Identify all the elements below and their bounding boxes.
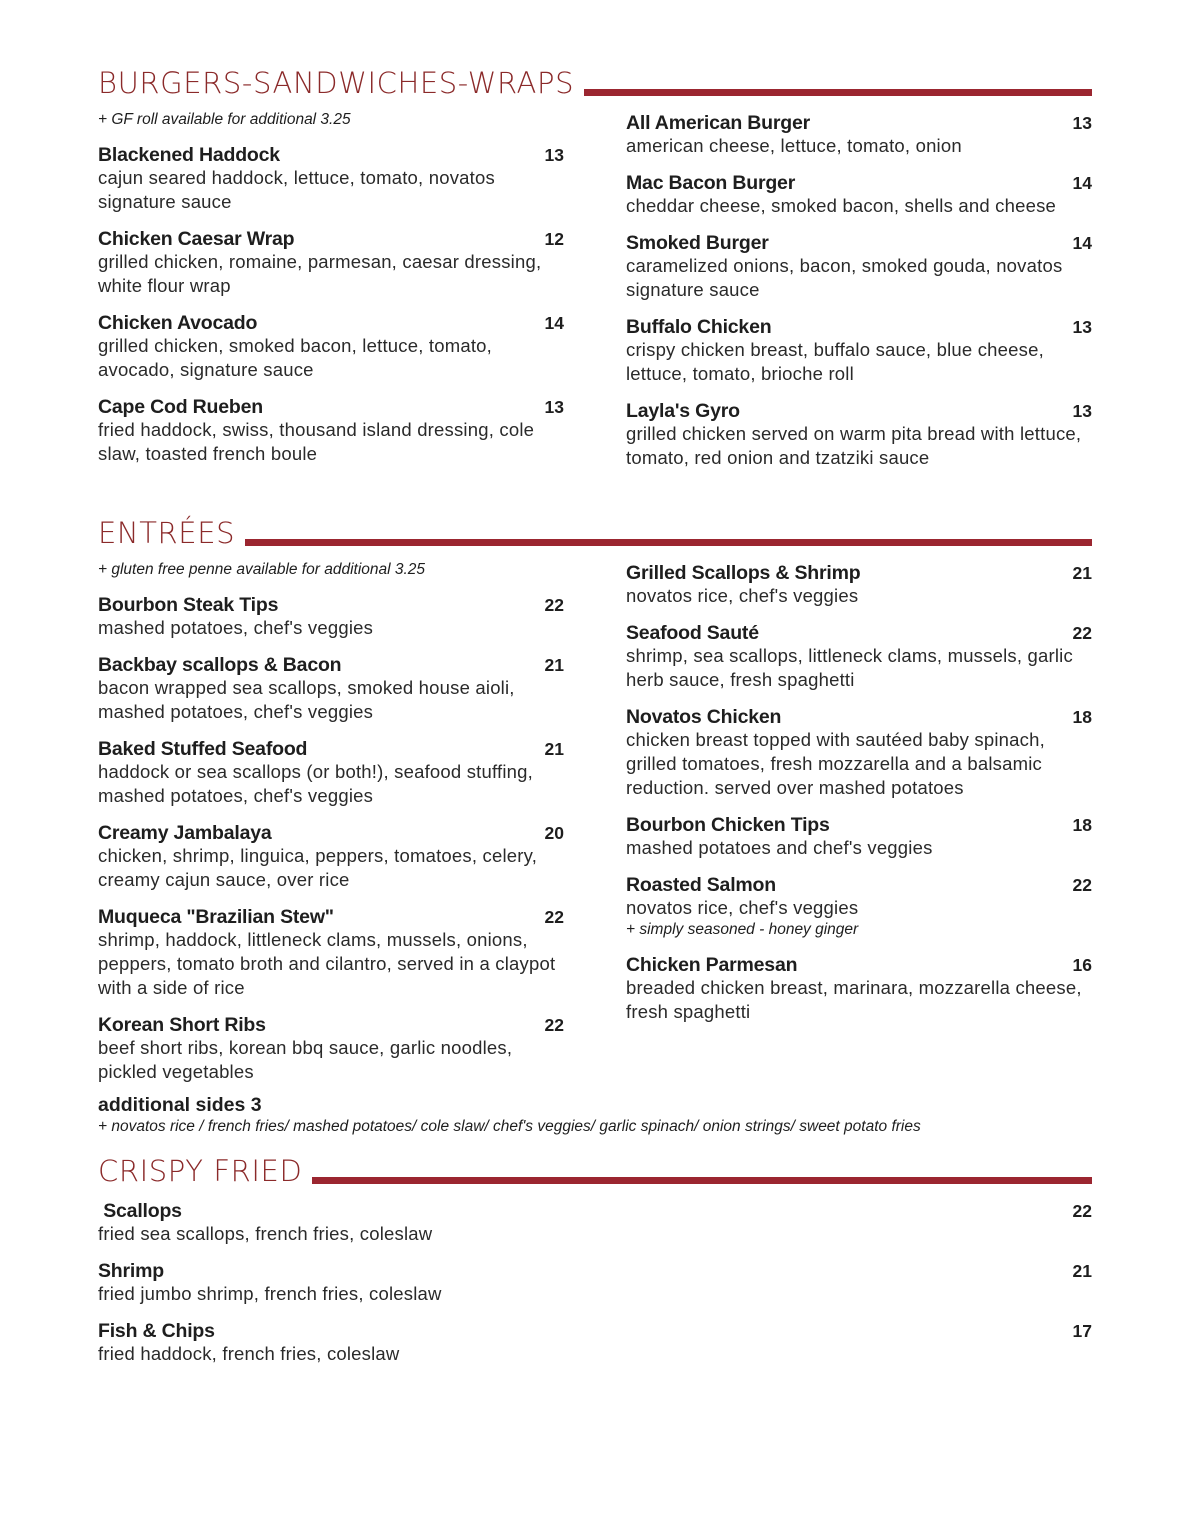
menu-item [98, 312, 564, 382]
menu-item-description: grilled chicken served on warm pita bread with lettuce, tomato, red onion and tzatziki sauce [626, 423, 1082, 468]
menu-item-description: shrimp, haddock, littleneck clams, mussels, onions, peppers, tomato broth and cilantro, served in a claypot with a side of rice [98, 929, 556, 998]
menu-item [98, 1200, 1092, 1246]
entrees-left-column [98, 560, 564, 1084]
section-title: BURGERS-SANDWICHES-WRAPS [98, 66, 575, 100]
menu-item-price: 21 [544, 655, 564, 675]
menu-item [626, 112, 1092, 158]
menu-item [626, 622, 1092, 692]
menu-item-name: Chicken Parmesan [626, 954, 798, 976]
menu-item [98, 822, 564, 892]
section-note: + gluten free penne available for additional 3.25 [98, 561, 426, 578]
menu-item-description: fried haddock, french fries, coleslaw [98, 1343, 400, 1364]
menu-item-name: Buffalo Chicken [626, 316, 772, 338]
menu-item [98, 906, 564, 1000]
menu-item-price: 22 [544, 595, 564, 615]
menu-item-name: Scallops [98, 1200, 182, 1222]
menu-item-description: novatos rice, chef's veggies [626, 585, 859, 606]
menu-item-header [98, 822, 564, 844]
menu-item-description: mashed potatoes, chef's veggies [98, 617, 374, 638]
menu-item-description: caramelized onions, bacon, smoked gouda, novatos signature sauce [626, 255, 1063, 300]
menu-item-name: Cape Cod Rueben [98, 396, 263, 418]
menu-item-name: Chicken Avocado [98, 312, 258, 334]
menu-item-name: All American Burger [626, 112, 811, 134]
menu-item-name: Fish & Chips [98, 1320, 215, 1342]
menu-item-header [626, 814, 1092, 836]
menu-item-name: Bourbon Chicken Tips [626, 814, 830, 836]
menu-item-price: 18 [1072, 707, 1092, 727]
section-title: CRISPY FRIED [98, 1154, 303, 1188]
menu-item-header [98, 654, 564, 676]
menu-item-description: shrimp, sea scallops, littleneck clams, mussels, garlic herb sauce, fresh spaghetti [626, 645, 1073, 690]
menu-item-price: 18 [1072, 815, 1092, 835]
menu-item-description: cajun seared haddock, lettuce, tomato, novatos signature sauce [98, 167, 495, 212]
menu-item-header [626, 622, 1092, 644]
menu-item-price: 22 [1072, 1201, 1092, 1221]
menu-item [626, 316, 1092, 386]
menu-item [98, 228, 564, 298]
menu-item-price: 13 [1072, 401, 1092, 421]
menu-item-description: american cheese, lettuce, tomato, onion [626, 135, 962, 156]
section-rule [245, 539, 1092, 546]
burgers-right-column [626, 112, 1092, 470]
menu-item-price: 12 [544, 229, 564, 249]
menu-item-price: 21 [1072, 563, 1092, 583]
menu-item-header [98, 1200, 1092, 1222]
menu-item-header [98, 1014, 564, 1036]
section-title: ENTRÉES [98, 516, 236, 550]
section-burgers [98, 60, 1092, 100]
menu-item-description: fried haddock, swiss, thousand island dressing, cole slaw, toasted french boule [98, 419, 535, 464]
menu-item-price: 21 [1072, 1261, 1092, 1281]
menu-item-header [626, 172, 1092, 194]
menu-item [98, 1260, 1092, 1306]
menu-item-description: mashed potatoes and chef's veggies [626, 837, 933, 858]
menu-item-header [98, 228, 564, 250]
menu-item-name: Blackened Haddock [98, 144, 280, 166]
menu-item [98, 1014, 564, 1084]
menu-item [98, 654, 564, 724]
menu-item-description: novatos rice, chef's veggies [626, 897, 859, 918]
menu-item-price: 20 [544, 823, 564, 843]
menu-item-header [98, 594, 564, 616]
menu-item-price: 13 [544, 145, 564, 165]
menu-item-description: chicken breast topped with sautéed baby spinach, grilled tomatoes, fresh mozzarella and a balsamic reduction. served over mashed potatoes [626, 729, 1045, 798]
section-rule [584, 89, 1092, 96]
menu-item-description: bacon wrapped sea scallops, smoked house aioli, mashed potatoes, chef's veggies [98, 677, 515, 722]
menu-item-price: 13 [544, 397, 564, 417]
menu-item-header [98, 144, 564, 166]
menu-item-name: Novatos Chicken [626, 706, 782, 728]
menu-item [98, 594, 564, 640]
menu-item [626, 954, 1092, 1024]
menu-item-header [98, 738, 564, 760]
menu-item-price: 13 [1072, 113, 1092, 133]
entrees-right-column [626, 562, 1092, 1024]
menu-item-description: cheddar cheese, smoked bacon, shells and cheese [626, 195, 1057, 216]
menu-item [626, 814, 1092, 860]
menu-item-name: Backbay scallops & Bacon [98, 654, 342, 676]
menu-item-header [626, 400, 1092, 422]
menu-item-name: Layla's Gyro [626, 400, 740, 422]
menu-item-description: fried sea scallops, french fries, coleslaw [98, 1223, 433, 1244]
menu-item-header [626, 562, 1092, 584]
menu-item-name: Shrimp [98, 1260, 164, 1282]
menu-item-price: 22 [1072, 875, 1092, 895]
menu-item-header [98, 1320, 1092, 1342]
section-crispy-fried [98, 1148, 1092, 1188]
menu-item-header [626, 874, 1092, 896]
menu-item-price: 13 [1072, 317, 1092, 337]
menu-item-description: crispy chicken breast, buffalo sauce, blue cheese, lettuce, tomato, brioche roll [626, 339, 1044, 384]
sides-title: additional sides 3 [98, 1094, 262, 1116]
menu-item-header [626, 316, 1092, 338]
menu-item-name: Roasted Salmon [626, 874, 776, 896]
menu-item-price: 17 [1072, 1321, 1092, 1341]
menu-item [626, 400, 1092, 470]
menu-item-name: Creamy Jambalaya [98, 822, 272, 844]
sides-list: + novatos rice / french fries/ mashed potatoes/ cole slaw/ chef's veggies/ garlic spinach/ onion strings/ sweet potato fries [98, 1118, 921, 1135]
menu-item-header [626, 954, 1092, 976]
menu-item-name: Bourbon Steak Tips [98, 594, 279, 616]
menu-item-name: Chicken Caesar Wrap [98, 228, 295, 250]
menu-item-price: 14 [1072, 173, 1092, 193]
menu-item [98, 396, 564, 466]
additional-sides [98, 1093, 1092, 1137]
menu-item-description: grilled chicken, smoked bacon, lettuce, tomato, avocado, signature sauce [98, 335, 492, 380]
menu-item [626, 562, 1092, 608]
section-entrees [98, 510, 1092, 550]
menu-item-description: chicken, shrimp, linguica, peppers, tomatoes, celery, creamy cajun sauce, over rice [98, 845, 538, 890]
section-header [98, 60, 1092, 100]
menu-item [626, 706, 1092, 800]
menu-item-price: 22 [1072, 623, 1092, 643]
menu-item-name: Baked Stuffed Seafood [98, 738, 308, 760]
section-rule [312, 1177, 1092, 1184]
menu-item-header [98, 396, 564, 418]
menu-item-description: beef short ribs, korean bbq sauce, garlic noodles, pickled vegetables [98, 1037, 513, 1082]
menu-item-name: Grilled Scallops & Shrimp [626, 562, 861, 584]
menu-item-name: Muqueca "Brazilian Stew" [98, 906, 334, 928]
menu-item-name: Mac Bacon Burger [626, 172, 796, 194]
menu-item-header [626, 112, 1092, 134]
menu-item-header [98, 1260, 1092, 1282]
menu-item-description: breaded chicken breast, marinara, mozzarella cheese, fresh spaghetti [626, 977, 1082, 1022]
menu-item-header [626, 706, 1092, 728]
menu-item [98, 738, 564, 808]
menu-item-header [98, 312, 564, 334]
menu-item-price: 14 [544, 313, 564, 333]
menu-item-price: 21 [544, 739, 564, 759]
menu-item [626, 874, 1092, 940]
menu-item-description: haddock or sea scallops (or both!), seafood stuffing, mashed potatoes, chef's veggies [98, 761, 533, 806]
menu-item-header [626, 232, 1092, 254]
fried-list [98, 1200, 1092, 1366]
menu-item-name: Seafood Sauté [626, 622, 759, 644]
menu-item [98, 144, 564, 214]
menu-item-price: 22 [544, 907, 564, 927]
section-note: + GF roll available for additional 3.25 [98, 111, 351, 128]
menu-item-name: Smoked Burger [626, 232, 769, 254]
menu-item-price: 14 [1072, 233, 1092, 253]
menu-item-description: fried jumbo shrimp, french fries, coleslaw [98, 1283, 442, 1304]
menu-item-description: grilled chicken, romaine, parmesan, caesar dressing, white flour wrap [98, 251, 542, 296]
menu-item [626, 172, 1092, 218]
menu-item-header [98, 906, 564, 928]
burgers-left-column [98, 110, 564, 466]
menu-item [98, 1320, 1092, 1366]
section-header [98, 510, 1092, 550]
menu-item-price: 16 [1072, 955, 1092, 975]
menu-item-name: Korean Short Ribs [98, 1014, 266, 1036]
section-header [98, 1148, 1092, 1188]
menu-item-price: 22 [544, 1015, 564, 1035]
menu-item-option: + simply seasoned - honey ginger [626, 921, 859, 938]
menu-item [626, 232, 1092, 302]
